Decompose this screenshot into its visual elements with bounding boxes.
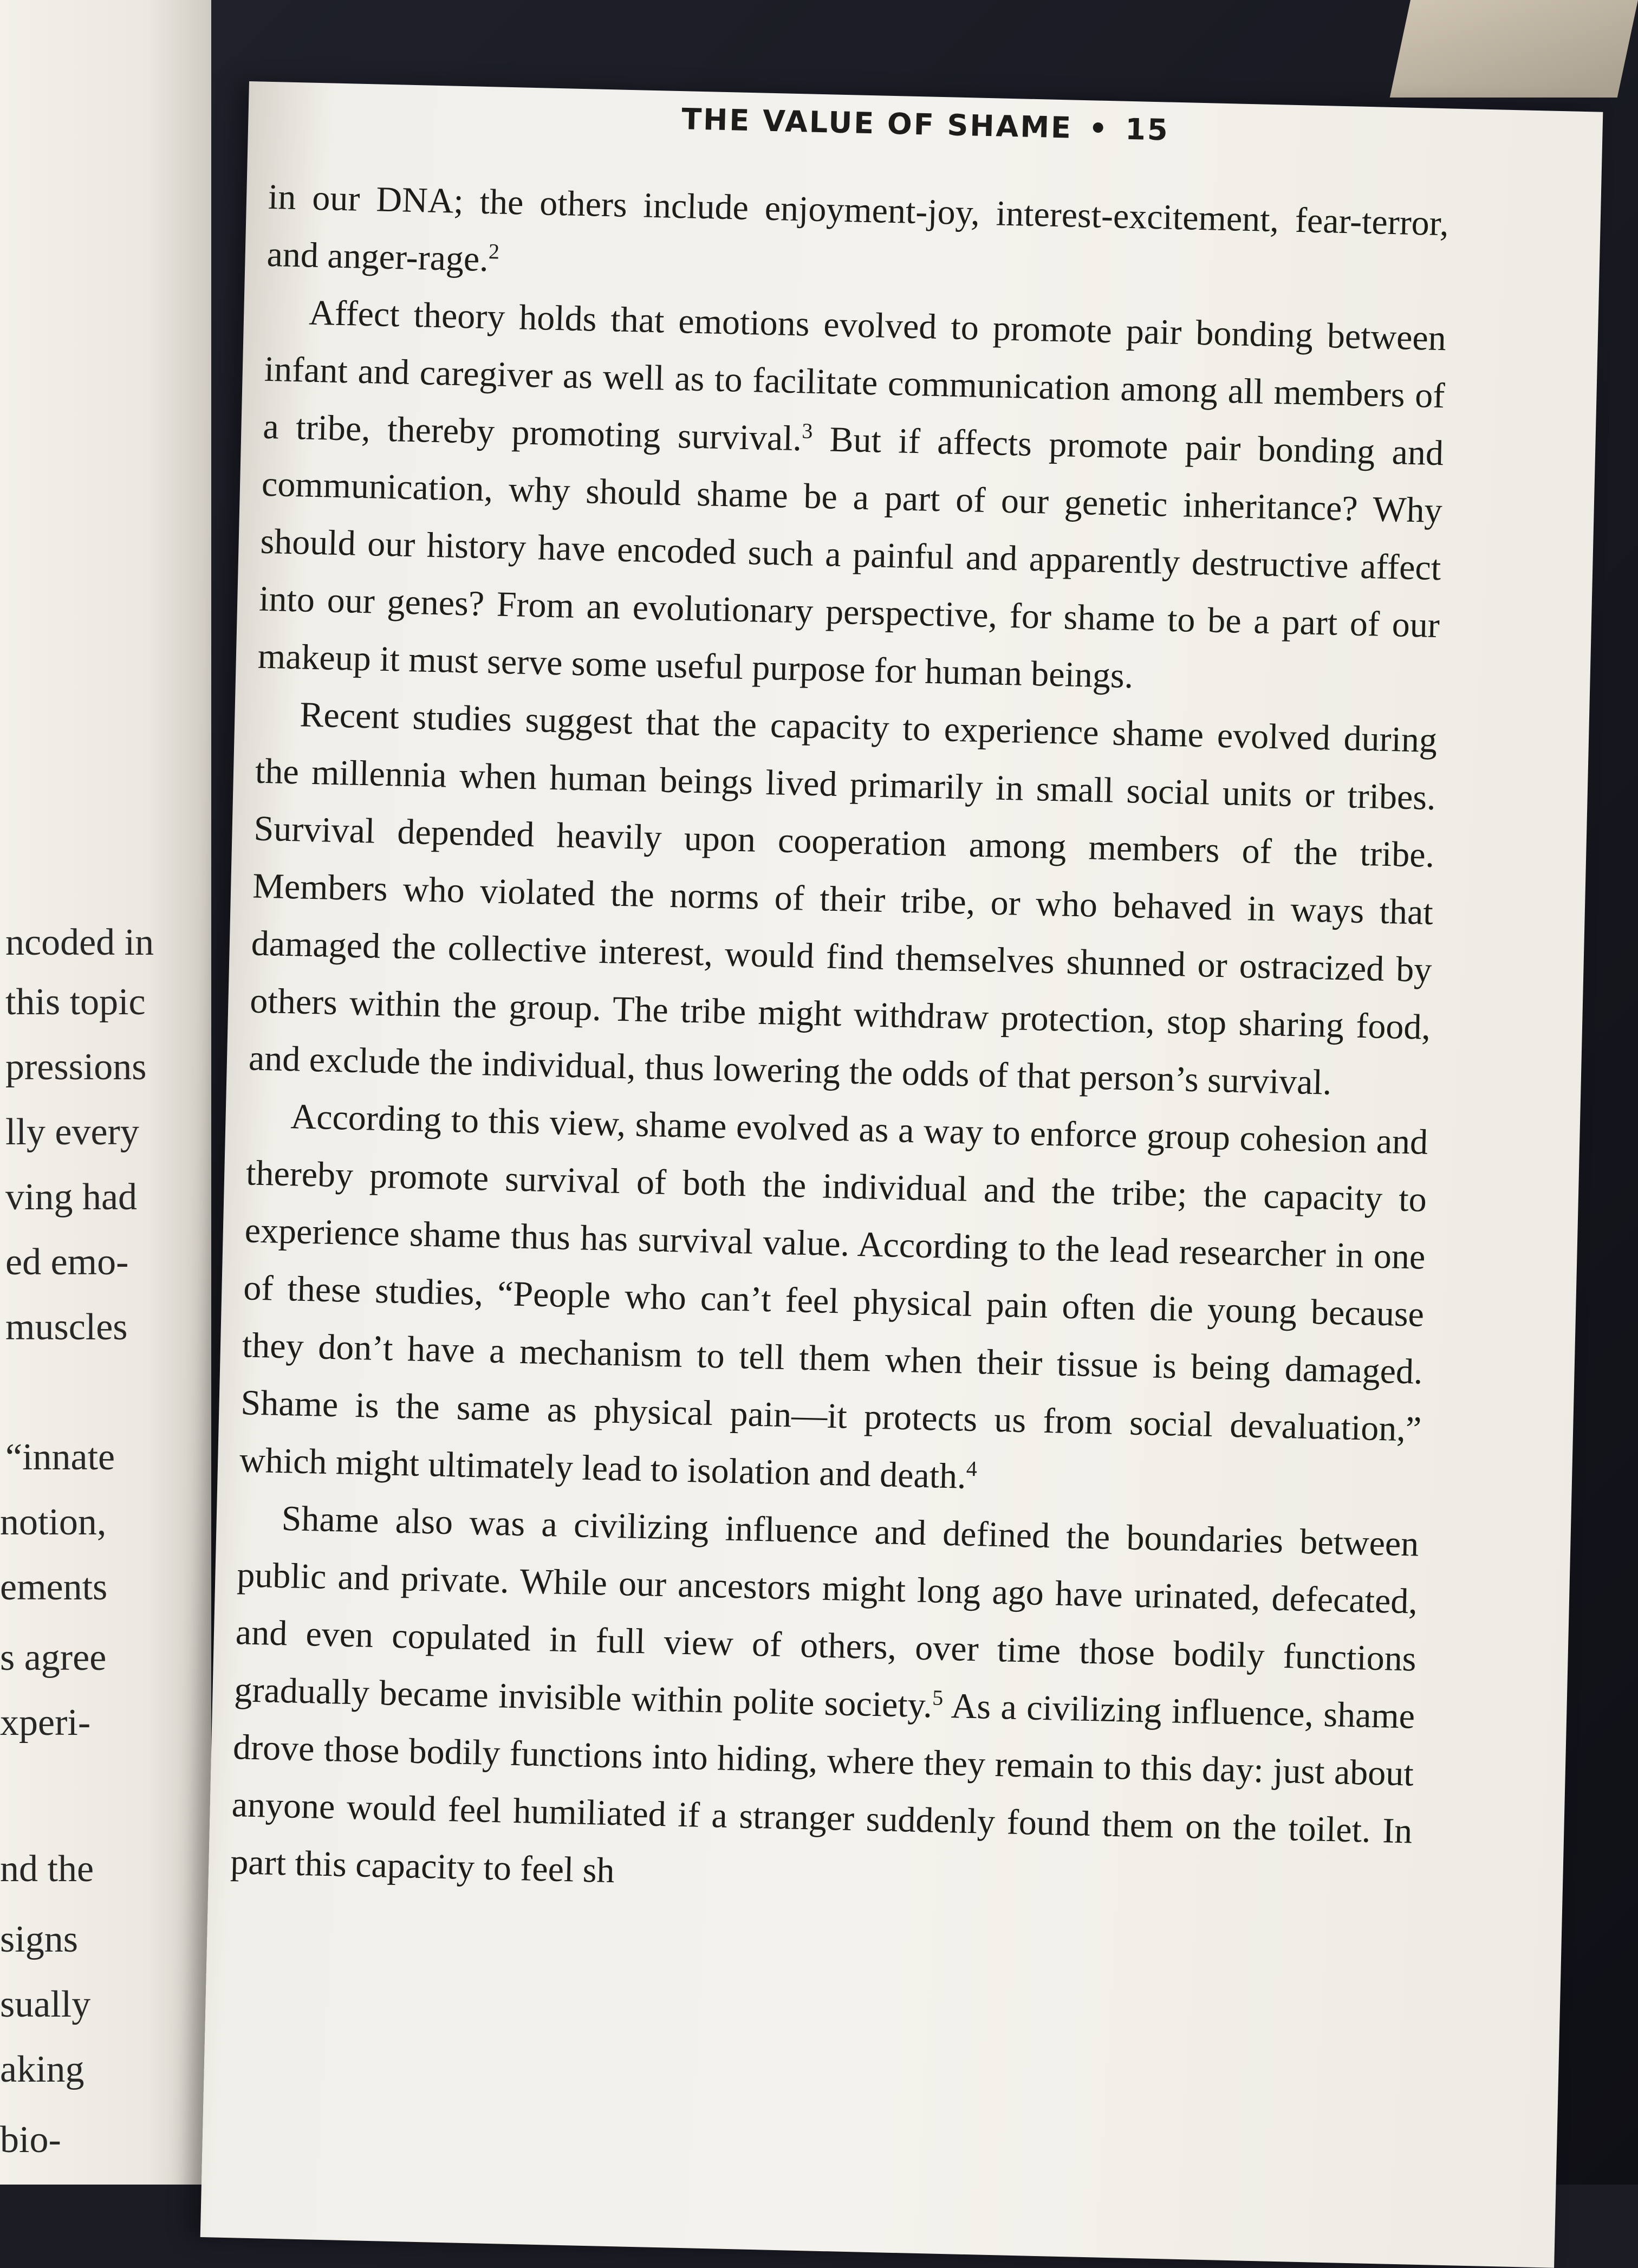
left-page-line: bio- <box>0 2119 61 2161</box>
footnote-ref: 3 <box>801 418 813 443</box>
footnote-ref: 4 <box>966 1456 978 1481</box>
body-text <box>230 169 1450 1918</box>
left-page-line: nd the <box>0 1848 94 1890</box>
paragraph: Affect theory holds that emotions evolved to promote pair bonding between infant and caregiver as well as to facilitate communication among all members of a tribe, thereby promoting survival.$^3$ But if affects promote pair bonding and communication, why should shame be a part of our genetic inheritance? Why should our history have encoded such a painful and apparently destructive affect into our genes? From an evolutionary perspective, for shame to be a part of our makeup it must serve some useful purpose for human beings. <box>257 293 1447 696</box>
book-page <box>200 81 1603 2268</box>
left-page-line: muscles <box>5 1306 128 1348</box>
left-page-line: lly every <box>5 1111 139 1153</box>
page-number: 15 <box>1124 112 1170 147</box>
left-page-line: s agree <box>0 1637 107 1679</box>
left-page <box>0 0 211 2185</box>
left-page-line: sually <box>0 1984 91 2025</box>
paragraph: Recent studies suggest that the capacity to experience shame evolved during the millennia when human beings lived primarily in small social units or tribes. Survival depended heavily upon cooperation among members of the tribe. Members who violated the norms of their tribe, or who behaved in ways that damaged the collective interest, would find themselves shunned or ostracized by others within the group. The tribe might withdraw protection, stop sharing food, and exclude the individual, thus lowering the odds of that person’s survival. <box>248 695 1438 1103</box>
background-paper <box>1390 0 1638 98</box>
separator-dot: • <box>1088 111 1110 146</box>
chapter-title: THE VALUE OF SHAME <box>681 102 1073 145</box>
left-page-line: ncoded in <box>5 922 154 963</box>
footnote-ref: 5 <box>932 1685 944 1710</box>
left-page-line: “innate <box>5 1436 115 1478</box>
left-page-line: pressions <box>5 1046 147 1088</box>
left-page-line: this topic <box>5 981 146 1023</box>
paragraph: According to this view, shame evolved as a way to enforce group cohesion and thereby promote survival of both the individual and the tribe; the capacity to experience shame thus has survival value. According to the lead researcher in one of these studies, “People who can’t feel physical pain often die young because they don’t have a mechanism to tell them when their tissue is being damaged. Shame is the same as physical pain—it protects us from social devaluation,” which might ultimately lead to isolation and death.$^4$ <box>239 1097 1428 1496</box>
footnote-ref: 2 <box>488 239 500 264</box>
left-page-line: ements <box>0 1566 108 1608</box>
left-page-line: notion, <box>0 1501 107 1543</box>
paragraph: in our DNA; the others include enjoyment-joy, interest-excitement, fear-terror, and anger-rage.$^2$ <box>266 177 1450 280</box>
left-page-line: signs <box>0 1919 78 1960</box>
left-page-line: xperi- <box>0 1702 91 1744</box>
left-page-line: aking <box>0 2049 84 2090</box>
left-page-line: ed emo- <box>5 1241 129 1283</box>
paragraph: Shame also was a civilizing influence and defined the boundaries between public and private. While our ancestors might long ago have urinated, defecated, and even copulated in full view of others, over time those bodily functions gradually became invisible within polite society.$^5$ As a civilizing influence, shame drove those bodily functions into hiding, where they remain to this day: just about anyone would feel humiliated if a stranger suddenly found them on the toilet. In part this capacity to feel sh <box>230 1499 1420 1891</box>
left-page-line: ving had <box>5 1176 138 1218</box>
